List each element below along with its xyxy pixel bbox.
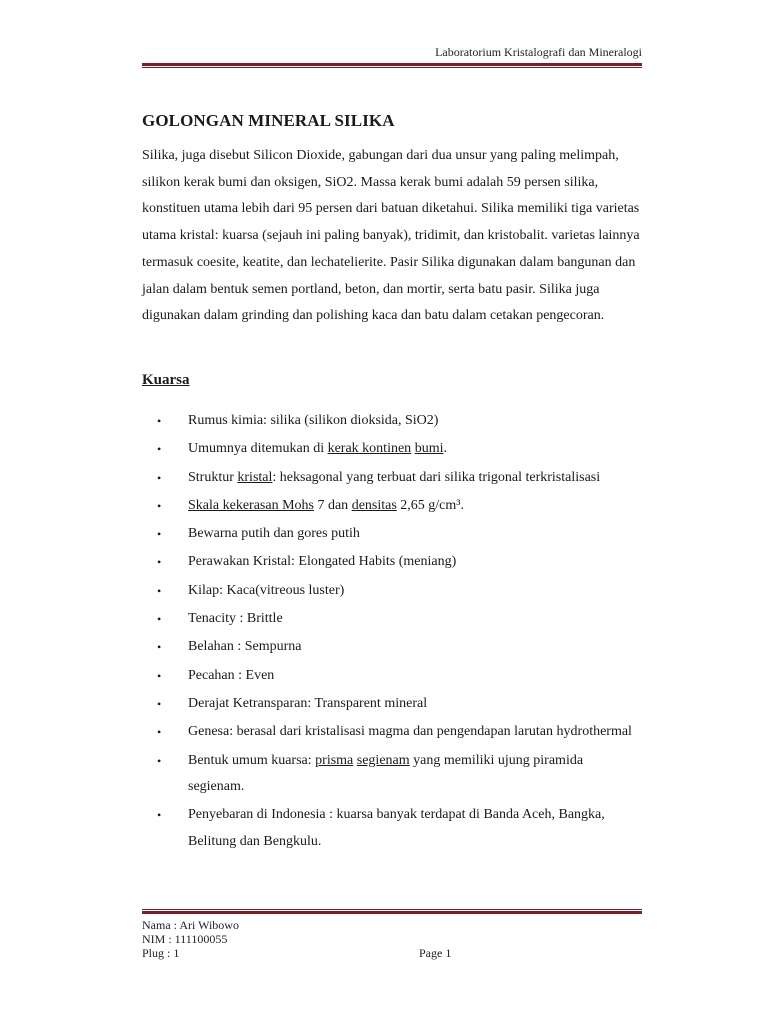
header-rule [142, 63, 642, 68]
list-item: • Bewarna putih dan gores putih [142, 521, 642, 548]
section-heading-kuarsa: Kuarsa [142, 372, 190, 388]
list-item: • Genesa: berasal dari kristalisasi magma dan pengendapan larutan hydrothermal [142, 719, 642, 746]
list-item: • Belahan : Sempurna [142, 634, 642, 661]
bullet-icon: • [157, 583, 162, 598]
bullet-icon: • [157, 527, 162, 542]
list-item: • Kilap: Kaca(vitreous luster) [142, 578, 642, 605]
bullet-icon: • [157, 696, 162, 711]
bullet-icon: • [157, 498, 162, 513]
link-kristal[interactable]: kristal [237, 469, 273, 485]
link-segienam[interactable]: segienam [356, 752, 410, 768]
list-item: • Umumnya ditemukan di kerak kontinen bumi. [142, 436, 642, 463]
header-text: Laboratorium Kristalografi dan Mineralogi [435, 45, 642, 59]
link-bumi[interactable]: bumi [414, 441, 444, 457]
footer-nama: Nama : Ari Wibowo [142, 918, 239, 932]
link-prisma[interactable]: prisma [315, 752, 354, 768]
list-item: • Penyebaran di Indonesia : kuarsa banyak terdapat di Banda Aceh, Bangka, Belitung dan Bengkulu. [142, 802, 642, 855]
bullet-icon: • [157, 612, 162, 627]
property-list [142, 408, 642, 857]
bullet-icon: • [157, 725, 162, 740]
link-densitas[interactable]: densitas [351, 497, 397, 513]
bullet-icon: • [157, 640, 162, 655]
link-kerak-kontinen[interactable]: kerak kontinen [327, 441, 412, 457]
list-item: • Bentuk umum kuarsa: prisma segienam yang memiliki ujung piramida segienam. [142, 748, 642, 801]
intro-paragraph: Silika, juga disebut Silicon Dioxide, gabungan dari dua unsur yang paling melimpah, silikon kerak bumi dan oksigen, SiO2. Massa kerak bumi adalah 59 persen silika, konstituen utama lebih dari 95 persen dari batuan diketahui. Silika memiliki tiga varietas utama kristal: kuarsa (sejauh ini paling banyak), tridimit, dan kristobalit. varietas lainnya termasuk coesite, keatite, dan lechatelierite. Pasir Silika digunakan dalam bangunan dan jalan dalam bentuk semen portland, beton, dan mortir, serta batu pasir. Silika juga digunakan dalam grinding dan polishing kaca dan batu dalam cetakan pengecoran. [142, 148, 640, 324]
bullet-icon: • [157, 753, 162, 768]
footer-plug: Plug : 1 [142, 946, 180, 960]
list-item: • Pecahan : Even [142, 663, 642, 690]
bullet-icon: • [157, 555, 162, 570]
page-number: Page 1 [419, 946, 452, 960]
bullet-icon: • [157, 808, 162, 823]
footer-plug-row [142, 946, 642, 960]
bullet-icon: • [157, 470, 162, 485]
list-item: • Tenacity : Brittle [142, 606, 642, 633]
document-title: GOLONGAN MINERAL SILIKA [142, 111, 395, 130]
link-skala-kekerasan-mohs[interactable]: Skala kekerasan Mohs [188, 497, 314, 513]
list-item: • Perawakan Kristal: Elongated Habits (meniang) [142, 549, 642, 576]
list-item: • Rumus kimia: silika (silikon dioksida, SiO2) [142, 408, 642, 435]
list-item: • Derajat Ketransparan: Transparent mineral [142, 691, 642, 718]
footer-nim: NIM : 111100055 [142, 932, 228, 946]
list-item: • Struktur kristal: heksagonal yang terbuat dari silika trigonal terkristalisasi [142, 465, 642, 492]
list-item: • Skala kekerasan Mohs 7 dan densitas 2,65 g/cm³. [142, 493, 642, 520]
bullet-icon: • [157, 442, 162, 457]
bullet-icon: • [157, 414, 162, 428]
footer-rule [142, 909, 642, 914]
bullet-icon: • [157, 668, 162, 683]
footer [142, 918, 642, 960]
